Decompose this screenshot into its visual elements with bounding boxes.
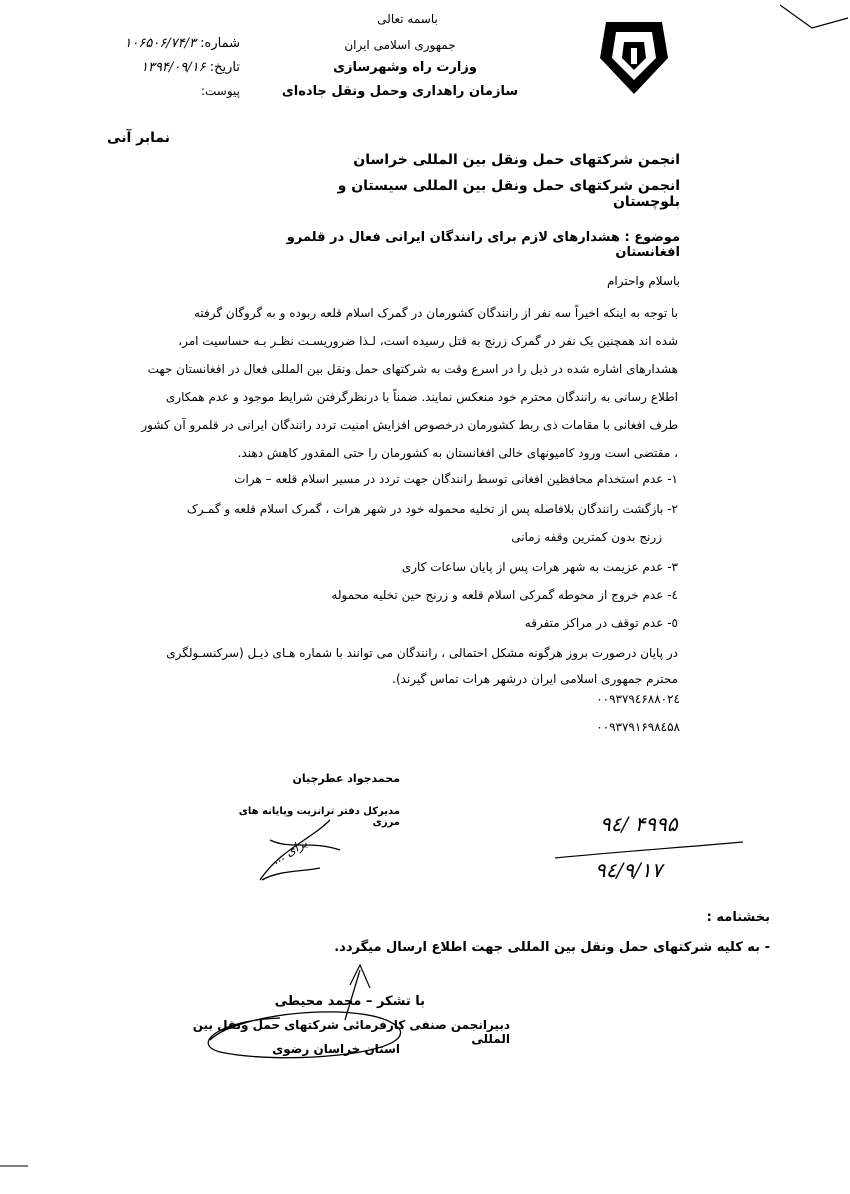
circular-signature-icon [160, 960, 420, 1070]
subject: موضوع : هشدارهای لازم برای رانندگان ایرانی فعال در قلمرو افغانستان [286, 230, 680, 260]
recipient-2: انجمن شرکتهای حمل ونقل بین المللی سیستان و بلوچستان [337, 178, 680, 210]
body-line-1: با توجه به اینکه اخیراً سه نفر از رانندگان کشورمان در گمرک اسلام قلعه ربوده و به گروگان گرفته [193, 306, 678, 320]
fax-title: نمابر آنی [107, 130, 170, 146]
warning-4: ٤- عدم خروج از محوطه گمرکی اسلام قلعه و زرنج حین تخلیه محموله [331, 588, 678, 602]
warning-2-continued: زرنج بدون کمترین وقفه زمانی [511, 530, 662, 544]
number-value: ۱۰۶۵۰۶/۷۴/۳ [124, 36, 197, 51]
warning-5: ٥- عدم توقف در مراکز متفرقه [524, 616, 678, 630]
body-line-6: ، مقتضی است ورود کامیونهای خالی افغانستان به کشورمان را حتی المقدور کاهش دهند. [237, 446, 678, 460]
body-line-4: اطلاع رسانی به رانندگان محترم خود منعکس نمایند. ضمناً با درنظرگرفتن شرایط موجود و عدم همکاری [165, 390, 678, 404]
date-value: ۱۳۹۴/۰۹/۱۶ [140, 60, 206, 75]
handwritten-ref-date: ۹٤/۹/۱۷ [595, 858, 663, 882]
circular-signatory-province: استان خراسان رضوی [272, 1042, 400, 1056]
letter-number [100, 36, 240, 51]
corner-mark [780, 0, 850, 40]
body-line-2: شده اند همچنین یک نفر در گمرک زرنج به قتل رسیده است، لـذا ضروریسـت نظـر بـه حساسیت امر، [178, 334, 678, 348]
greeting: باسلام واحترام [606, 274, 680, 288]
signatory-name: محمدجواد عطرچیان [292, 772, 400, 785]
organization-name: سازمان راهداری وحمل ونقل جاده‌ای [281, 84, 519, 99]
recipient-1: انجمن شرکتهای حمل ونقل بین المللی خراسان [353, 152, 680, 168]
circular-thanks: با تشکر – محمد محیطی [274, 994, 425, 1009]
warning-2: ۲- بازگشت رانندگان بلافاصله پس از تخلیه محموله خود در شهر هرات ، گمرک اسلام قلعه و گمـرک [187, 502, 678, 516]
number-label: شماره: [200, 36, 240, 51]
handwritten-initials: برای ... [269, 835, 310, 868]
phone-number-1: ۰۰۹۳۷۹٤۶۸۸۰۲٤ [596, 692, 680, 706]
warning-3: ۳- عدم عزیمت به شهر هرات پس از پایان ساعات کاری [401, 560, 678, 574]
republic-name: جمهوری اسلامی ایران [344, 38, 456, 52]
handwritten-ref-number: ۹٤/ ۴۹۹۵ [600, 812, 678, 836]
invocation: باسمه تعالی [377, 12, 438, 26]
letter-date [100, 60, 240, 75]
closing-line-2: محترم جمهوری اسلامی ایران درشهر هرات تماس گیرند). [392, 672, 678, 686]
attachment-label: پیوست: [200, 84, 240, 98]
body-line-5: طرف افغانی با مقامات ذی ربط کشورمان درخصوص افزایش امنیت تردد رانندگان ایرانی در قلمرو آن کشور [141, 418, 678, 432]
circular-signatory-title: دبیرانجمن صنفی کارفرمائی شرکتهای حمل ونقل بین المللی [192, 1018, 510, 1046]
body-line-3: هشدارهای اشاره شده در ذیل را در اسرع وقت به شرکتهای حمل ونقل بین المللی فعال در افغانستان جهت [147, 362, 678, 376]
signatory-title: مدیرکل دفتر ترانزیت وپایانه های مرزی [238, 806, 400, 828]
date-label: تاریخ: [209, 60, 240, 75]
ministry-logo-icon [598, 18, 670, 96]
closing-line-1: در پایان درصورت بروز هرگونه مشکل احتمالی ، رانندگان می توانند با شماره هـای ذیـل (سرکنسـولگری [166, 646, 678, 660]
warning-1: ۱- عدم استخدام محافظین افغانی توسط رانندگان جهت تردد در مسیر اسلام قلعه – هرات [234, 472, 678, 486]
ministry-name: وزارت راه وشهرسازی [333, 60, 477, 75]
circular-heading: بخشنامه : [706, 910, 770, 925]
scan-edge-mark [0, 1160, 40, 1180]
phone-number-2: ۰۰۹۳۷۹۱۶۹۸٤۵۸ [596, 720, 680, 734]
circular-line: - به کلیه شرکتهای حمل ونقل بین المللی جهت اطلاع ارسال میگردد. [334, 940, 770, 955]
